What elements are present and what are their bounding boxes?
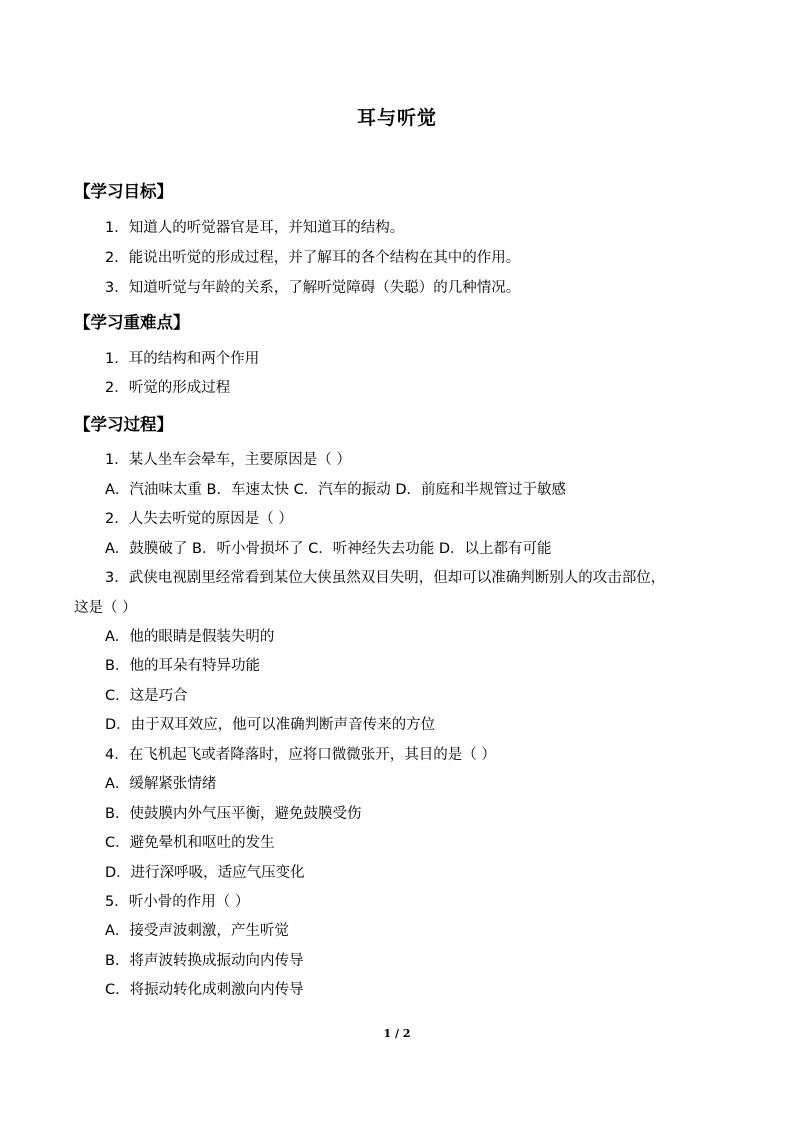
question-5-stem: 5．听小骨的作用（ ） xyxy=(105,894,250,910)
question-4-option: D．进行深呼吸，适应气压变化 xyxy=(105,865,305,881)
question-3-stem-continued: 这是（ ） xyxy=(74,600,137,616)
key-point-item: 1．耳的结构和两个作用 xyxy=(105,351,260,367)
question-2-options: A．鼓膜破了 B．听小骨损坏了 C．听神经失去功能 D．以上都有可能 xyxy=(105,541,552,557)
objective-item: 2．能说出听觉的形成过程，并了解耳的各个结构在其中的作用。 xyxy=(105,250,521,266)
question-5-option: A．接受声波刺激，产生听觉 xyxy=(105,923,289,939)
section-heading-process: 【学习过程】 xyxy=(74,415,173,434)
question-3-option: B．他的耳朵有特异功能 xyxy=(105,658,260,674)
question-4-option: B．使鼓膜内外气压平衡，避免鼓膜受伤 xyxy=(105,806,362,822)
section-heading-objectives: 【学习目标】 xyxy=(74,182,173,201)
question-4-option: A．缓解紧张情绪 xyxy=(105,776,217,792)
page-title: 耳与听觉 xyxy=(356,107,437,129)
question-1-options: A．汽油味太重 B．车速太快 C．汽车的振动 D．前庭和半规管过于敏感 xyxy=(105,482,566,498)
question-5-option: C．将振动转化成刺激向内传导 xyxy=(105,982,304,998)
section-heading-key-points: 【学习重难点】 xyxy=(74,313,190,332)
objective-item: 1．知道人的听觉器官是耳，并知道耳的结构。 xyxy=(105,220,405,236)
question-4-option: C．避免晕机和呕吐的发生 xyxy=(105,835,275,851)
key-point-item: 2．听觉的形成过程 xyxy=(105,380,231,396)
question-2-stem: 2．人失去听觉的原因是（ ） xyxy=(105,511,293,527)
question-3-option: C．这是巧合 xyxy=(105,688,188,704)
question-3-option: A．他的眼睛是假装失明的 xyxy=(105,629,275,645)
page-number: 1 / 2 xyxy=(383,1027,411,1040)
question-3-stem: 3．武侠电视剧里经常看到某位大侠虽然双目失明，但却可以准确判断别人的攻击部位， xyxy=(105,570,666,586)
question-3-option: D．由于双耳效应，他可以准确判断声音传来的方位 xyxy=(105,717,436,733)
question-1-stem: 1．某人坐车会晕车，主要原因是（ ） xyxy=(105,452,351,468)
question-4-stem: 4．在飞机起飞或者降落时，应将口微微张开，其目的是（ ） xyxy=(105,747,496,763)
question-5-option: B．将声波转换成振动向内传导 xyxy=(105,953,304,969)
objective-item: 3．知道听觉与年龄的关系，了解听觉障碍（失聪）的几种情况。 xyxy=(105,280,521,296)
